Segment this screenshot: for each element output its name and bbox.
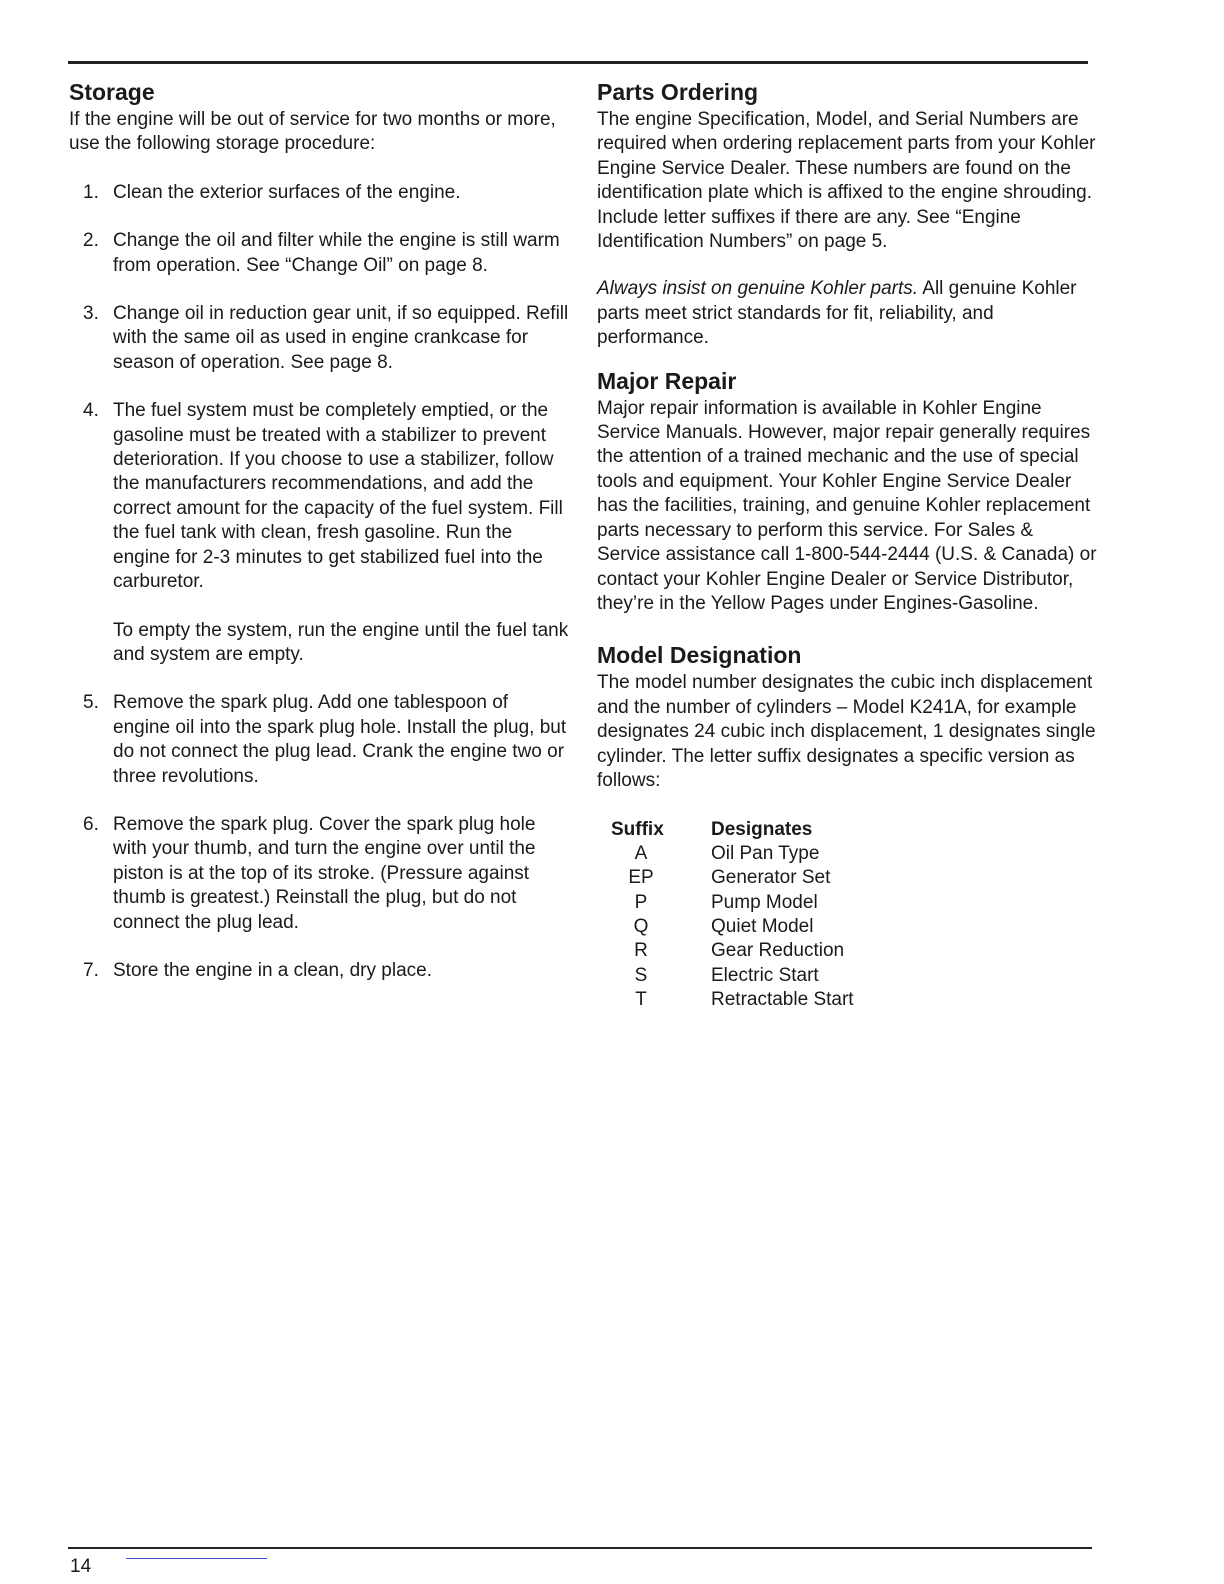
storage-intro: If the engine will be out of service for two months or more, use the following storage procedure: xyxy=(69,109,556,155)
step-text: The fuel system must be completely emptied, or the gasoline must be treated with a stabilizer to prevent deterioration. If you choose to use a stabilizer, follow the manufacturers recommendations, and add the correct amount for the capacity of the fuel system. Fill the fuel tank with clean, fresh gasoline. Run the engine for 2-3 minutes to get stabilized fuel into the carburetor. xyxy=(113,400,563,593)
designates-cell: Quiet Model xyxy=(711,915,814,937)
suffix-table xyxy=(611,817,854,1012)
suffix-cell: T xyxy=(635,989,647,1011)
right-column xyxy=(597,76,1097,1013)
table-row xyxy=(611,866,854,890)
step-subtext: To empty the system, run the engine until the fuel tank and system are empty. xyxy=(113,619,569,665)
storage-step xyxy=(69,229,569,278)
designates-cell: Electric Start xyxy=(711,964,819,986)
major-repair-para: Major repair information is available in Kohler Engine Service Manuals. However, major repair generally requires the attention of a trained mechanic and the use of special tools and equipment. Your Kohler Engine Service Dealer has the facilities, training, and genuine Kohler replacement parts necessary to perform this service. For Sales & Service assistance call 1-800-544-2444 (U.S. & Canada) or contact your Kohler Engine Dealer or Service Distributor, they’re in the Yellow Pages under Engines-Gasoline. xyxy=(597,397,1097,614)
link-underline xyxy=(126,1558,267,1559)
parts-ordering-heading: Parts Ordering xyxy=(597,79,759,105)
step-text: Clean the exterior surfaces of the engine. xyxy=(113,181,461,203)
suffix-cell: A xyxy=(634,842,648,864)
step-number: 1. xyxy=(83,181,99,203)
designates-cell: Pump Model xyxy=(711,891,818,913)
step-text: Remove the spark plug. Add one tablespoon of engine oil into the spark plug hole. Install the plug, but do not connect the plug lead. Crank the engine two or three revolutions. xyxy=(113,692,567,787)
storage-step xyxy=(69,399,569,667)
step-text: Change the oil and filter while the engine is still warm from operation. See “Change Oil” on page 8. xyxy=(113,230,560,276)
storage-heading: Storage xyxy=(69,79,155,105)
bottom-rule xyxy=(68,1547,1092,1549)
designates-column-header: Designates xyxy=(711,818,813,840)
designates-cell: Oil Pan Type xyxy=(711,842,820,864)
genuine-parts-emphasis: Always insist on genuine Kohler parts. xyxy=(597,278,919,300)
parts-ordering-para2 xyxy=(597,277,1097,350)
step-number: 2. xyxy=(83,230,99,252)
suffix-cell: EP xyxy=(628,867,654,889)
table-row xyxy=(611,842,854,866)
suffix-cell: R xyxy=(634,940,648,962)
step-text: Store the engine in a clean, dry place. xyxy=(113,959,432,981)
storage-step xyxy=(69,959,569,983)
step-number: 7. xyxy=(83,959,99,981)
top-rule xyxy=(68,61,1088,64)
model-designation-para: The model number designates the cubic inch displacement and the number of cylinders – Model K241A, for example designates 24 cubic inch displacement, 1 designates single cylinder. The letter suffix designates a specific version as follows: xyxy=(597,672,1096,791)
designates-cell: Gear Reduction xyxy=(711,940,845,962)
parts-ordering-para1: The engine Specification, Model, and Serial Numbers are required when ordering replacement parts from your Kohler Engine Service Dealer. These numbers are found on the identification plate which is affixed to the engine shrouding. Include letter suffixes if there are any. See “Engine Identification Numbers” on page 5. xyxy=(597,109,1096,253)
designates-cell: Generator Set xyxy=(711,867,831,889)
storage-step xyxy=(69,302,569,375)
table-header-row xyxy=(611,817,854,841)
table-row xyxy=(611,891,854,915)
step-number: 6. xyxy=(83,813,99,835)
storage-step xyxy=(69,813,569,935)
parts-ordering-para2-rest: All genuine Kohler parts meet strict standards for fit, reliability, and performance. xyxy=(597,278,1077,349)
table-row xyxy=(611,939,854,963)
step-number: 3. xyxy=(83,303,99,325)
storage-step xyxy=(69,181,569,205)
storage-step xyxy=(69,691,569,789)
major-repair-heading: Major Repair xyxy=(597,367,737,394)
suffix-column-header: Suffix xyxy=(611,818,664,840)
page-number: 14 xyxy=(70,1556,92,1577)
step-text: Change oil in reduction gear unit, if so equipped. Refill with the same oil as used in engine crankcase for season of operation. See page 8. xyxy=(113,303,569,373)
designates-cell: Retractable Start xyxy=(711,989,854,1011)
table-row xyxy=(611,964,854,988)
left-column xyxy=(69,76,569,983)
step-text: Remove the spark plug. Cover the spark plug hole with your thumb, and turn the engine over until the piston is at the top of its stroke. (Pressure against thumb is greatest.) Reinstall the plug, but do not connect the plug lead. xyxy=(113,813,536,933)
table-row xyxy=(611,988,854,1012)
model-designation-heading: Model Designation xyxy=(597,642,802,669)
suffix-cell: Q xyxy=(633,915,649,937)
suffix-cell: S xyxy=(634,964,648,986)
table-row xyxy=(611,915,854,939)
storage-steps xyxy=(69,181,569,984)
step-number: 5. xyxy=(83,692,99,714)
suffix-cell: P xyxy=(634,891,648,913)
step-number: 4. xyxy=(83,400,99,422)
